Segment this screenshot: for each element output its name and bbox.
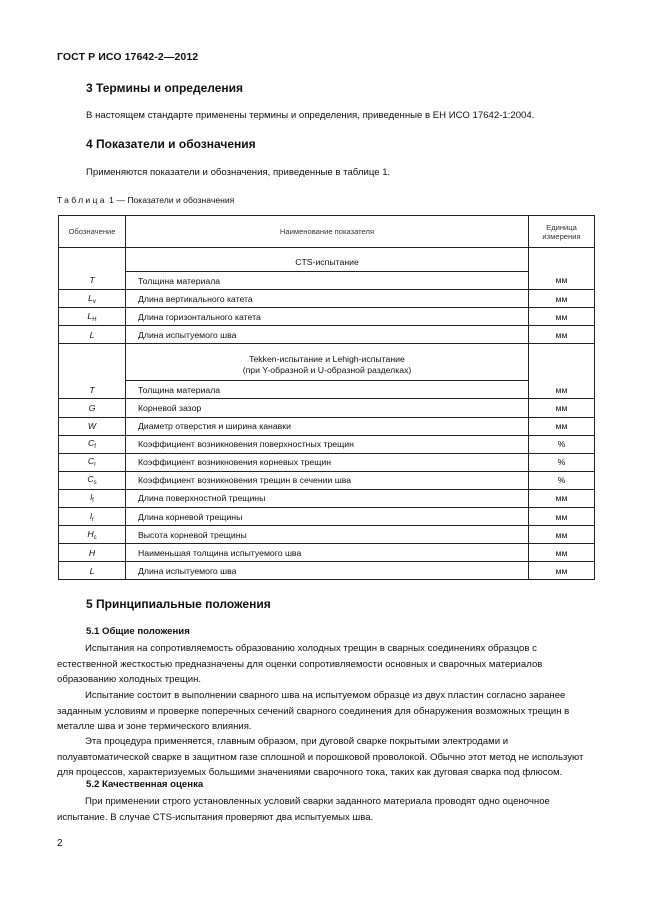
section-title: Tekken-испытание и Lehigh-испытание bbox=[249, 353, 405, 364]
symbol: C bbox=[87, 474, 94, 485]
parameter-name-cell: Длина вертикального катета bbox=[126, 290, 529, 308]
symbol-cell bbox=[59, 562, 126, 580]
table-row bbox=[59, 489, 595, 507]
symbol: C bbox=[87, 456, 95, 467]
table-row bbox=[59, 417, 595, 435]
unit-cell: мм bbox=[529, 308, 595, 326]
section-unit-cell bbox=[529, 344, 595, 381]
table-body bbox=[59, 248, 595, 580]
unit-cell: мм bbox=[529, 326, 595, 344]
section-title: (при Y-образной и U-образной разделках) bbox=[242, 364, 412, 375]
symbol-subscript: f bbox=[94, 444, 96, 451]
unit-cell: мм bbox=[529, 399, 595, 417]
section-5-title: 5 Принципиальные положения bbox=[86, 597, 271, 611]
table-row bbox=[59, 399, 595, 417]
symbol: L bbox=[87, 310, 93, 321]
table-caption bbox=[57, 195, 234, 205]
section-title-cell bbox=[126, 344, 529, 381]
unit-cell: мм bbox=[529, 562, 595, 580]
paragraph-2: Испытание состоит в выполнении сварного шва на испытуемом образце из двух пластин согласно заранее заданным условиям и проверке поперечных сечений сварного соединения для обнаружения возможных трещин в металле шва и зоне термического влияния. bbox=[57, 690, 570, 732]
unit-cell: мм bbox=[529, 526, 595, 544]
symbol-subscript: H bbox=[92, 316, 97, 323]
section-4-title: 4 Показатели и обозначения bbox=[86, 137, 256, 151]
unit-cell: мм bbox=[529, 417, 595, 435]
section-symbol-cell bbox=[59, 344, 126, 381]
header-unit: Единица измерения bbox=[529, 216, 595, 248]
table-section-row-2 bbox=[59, 344, 595, 381]
unit-cell: мм bbox=[529, 290, 595, 308]
symbol: G bbox=[88, 403, 96, 414]
table-row bbox=[59, 308, 595, 326]
table-section-row-1 bbox=[59, 248, 595, 272]
table-header-row bbox=[59, 216, 595, 248]
symbol-subscript: s bbox=[93, 480, 97, 487]
parameter-name-cell: Длина поверхностной трещины bbox=[126, 489, 529, 507]
symbol-cell bbox=[59, 399, 126, 417]
page-number: 2 bbox=[57, 838, 63, 849]
table-caption-prefix: Таблица bbox=[57, 195, 107, 205]
parameter-name-cell: Длина испытуемого шва bbox=[126, 326, 529, 344]
table-row bbox=[59, 435, 595, 453]
parameters-table bbox=[58, 215, 595, 580]
section-title-cell bbox=[126, 248, 529, 272]
section-3-title: 3 Термины и определения bbox=[86, 81, 244, 95]
section-3-text: В настоящем стандарте применены термины и определения, приведенные в ЕН ИСО 17642-1:2004. bbox=[86, 110, 535, 121]
symbol-cell bbox=[59, 453, 126, 471]
symbol-cell bbox=[59, 290, 126, 308]
symbol: L bbox=[89, 329, 95, 340]
symbol-cell bbox=[59, 489, 126, 507]
section-4-text: Применяются показатели и обозначения, приведенные в таблице 1. bbox=[86, 167, 391, 178]
symbol: T bbox=[89, 384, 95, 395]
unit-cell: мм bbox=[529, 544, 595, 562]
symbol-subscript: v bbox=[92, 298, 96, 305]
symbol-cell bbox=[59, 544, 126, 562]
unit-cell: мм bbox=[529, 381, 595, 399]
symbol: C bbox=[88, 438, 95, 449]
unit-cell: % bbox=[529, 471, 595, 489]
parameter-name-cell: Длина корневой трещины bbox=[126, 508, 529, 526]
parameter-name-cell: Коэффициент возникновения трещин в сечении шва bbox=[126, 471, 529, 489]
paragraph-4: При применении строго установленных условий сварки заданного материала проводят одно оценочное испытание. В случае CTS-испытания проверяют два испытуемых шва. bbox=[57, 796, 550, 823]
symbol-cell bbox=[59, 381, 126, 399]
unit-cell: мм bbox=[529, 508, 595, 526]
symbol-subscript: r bbox=[91, 516, 94, 523]
section-unit-cell bbox=[529, 248, 595, 272]
section-symbol-cell bbox=[59, 248, 126, 272]
header-name: Наименование показателя bbox=[126, 216, 529, 248]
unit-cell: мм bbox=[529, 272, 595, 290]
symbol: H bbox=[87, 528, 94, 539]
symbol-subscript: f bbox=[92, 498, 94, 505]
parameter-name-cell: Коэффициент возникновения корневых трещин bbox=[126, 453, 529, 471]
symbol-cell bbox=[59, 417, 126, 435]
parameter-name-cell: Корневой зазор bbox=[126, 399, 529, 417]
symbol-cell bbox=[59, 508, 126, 526]
symbol: H bbox=[88, 547, 96, 558]
table-row bbox=[59, 326, 595, 344]
symbol: l bbox=[90, 492, 93, 503]
header-symbol: Обозначение bbox=[59, 216, 126, 248]
parameter-name-cell: Высота корневой трещины bbox=[126, 526, 529, 544]
parameter-name-cell: Толщина материала bbox=[126, 272, 529, 290]
symbol-cell bbox=[59, 326, 126, 344]
section-title: CTS-испытание bbox=[295, 256, 359, 267]
parameter-name-cell: Длина горизонтального катета bbox=[126, 308, 529, 326]
paragraph-1: Испытания на сопротивляемость образованию холодных трещин в сварных соединениях образцов с естественной жесткостью предназначены для оценки сопротивляемости основных и сварочных материалов образованию холодных трещин. bbox=[57, 643, 543, 685]
symbol: l bbox=[90, 510, 92, 521]
subsection-5-1-title: 5.1 Общие положения bbox=[86, 626, 190, 637]
unit-cell: % bbox=[529, 435, 595, 453]
table-row bbox=[59, 508, 595, 526]
symbol: L bbox=[89, 565, 95, 576]
table-row bbox=[59, 272, 595, 290]
symbol-subscript: r bbox=[94, 462, 97, 469]
table-row bbox=[59, 381, 595, 399]
document-header: ГОСТ Р ИСО 17642-2—2012 bbox=[57, 51, 199, 63]
parameter-name-cell: Коэффициент возникновения поверхностных трещин bbox=[126, 435, 529, 453]
unit-cell: % bbox=[529, 453, 595, 471]
symbol-cell bbox=[59, 272, 126, 290]
parameter-name-cell: Толщина материала bbox=[126, 381, 529, 399]
symbol: W bbox=[87, 421, 97, 432]
table-row bbox=[59, 526, 595, 544]
parameter-name-cell: Наименьшая толщина испытуемого шва bbox=[126, 544, 529, 562]
paragraph-3: Эта процедура применяется, главным образом, при дуговой сварке покрытыми электродами и полуавтоматической сварке в защитном газе сплошной и порошковой проволокой. Обычно этот метод не используют для процессов, характеризуемых большими значениями сварочного тока, таких как дуговая сварка под флюсом. bbox=[57, 736, 584, 778]
parameter-name-cell: Длина испытуемого шва bbox=[126, 562, 529, 580]
table-row bbox=[59, 453, 595, 471]
symbol-cell bbox=[59, 471, 126, 489]
symbol-subscript: c bbox=[93, 534, 97, 541]
symbol-cell bbox=[59, 308, 126, 326]
table-row bbox=[59, 290, 595, 308]
table-row bbox=[59, 562, 595, 580]
unit-cell: мм bbox=[529, 489, 595, 507]
table-row bbox=[59, 471, 595, 489]
symbol: L bbox=[88, 292, 93, 303]
table-caption-rest: 1 — Показатели и обозначения bbox=[106, 195, 235, 205]
parameter-name-cell: Диаметр отверстия и ширина канавки bbox=[126, 417, 529, 435]
subsection-5-2-title: 5.2 Качественная оценка bbox=[86, 779, 204, 790]
symbol-cell bbox=[59, 526, 126, 544]
table-row bbox=[59, 544, 595, 562]
symbol-cell bbox=[59, 435, 126, 453]
symbol: T bbox=[89, 275, 95, 286]
